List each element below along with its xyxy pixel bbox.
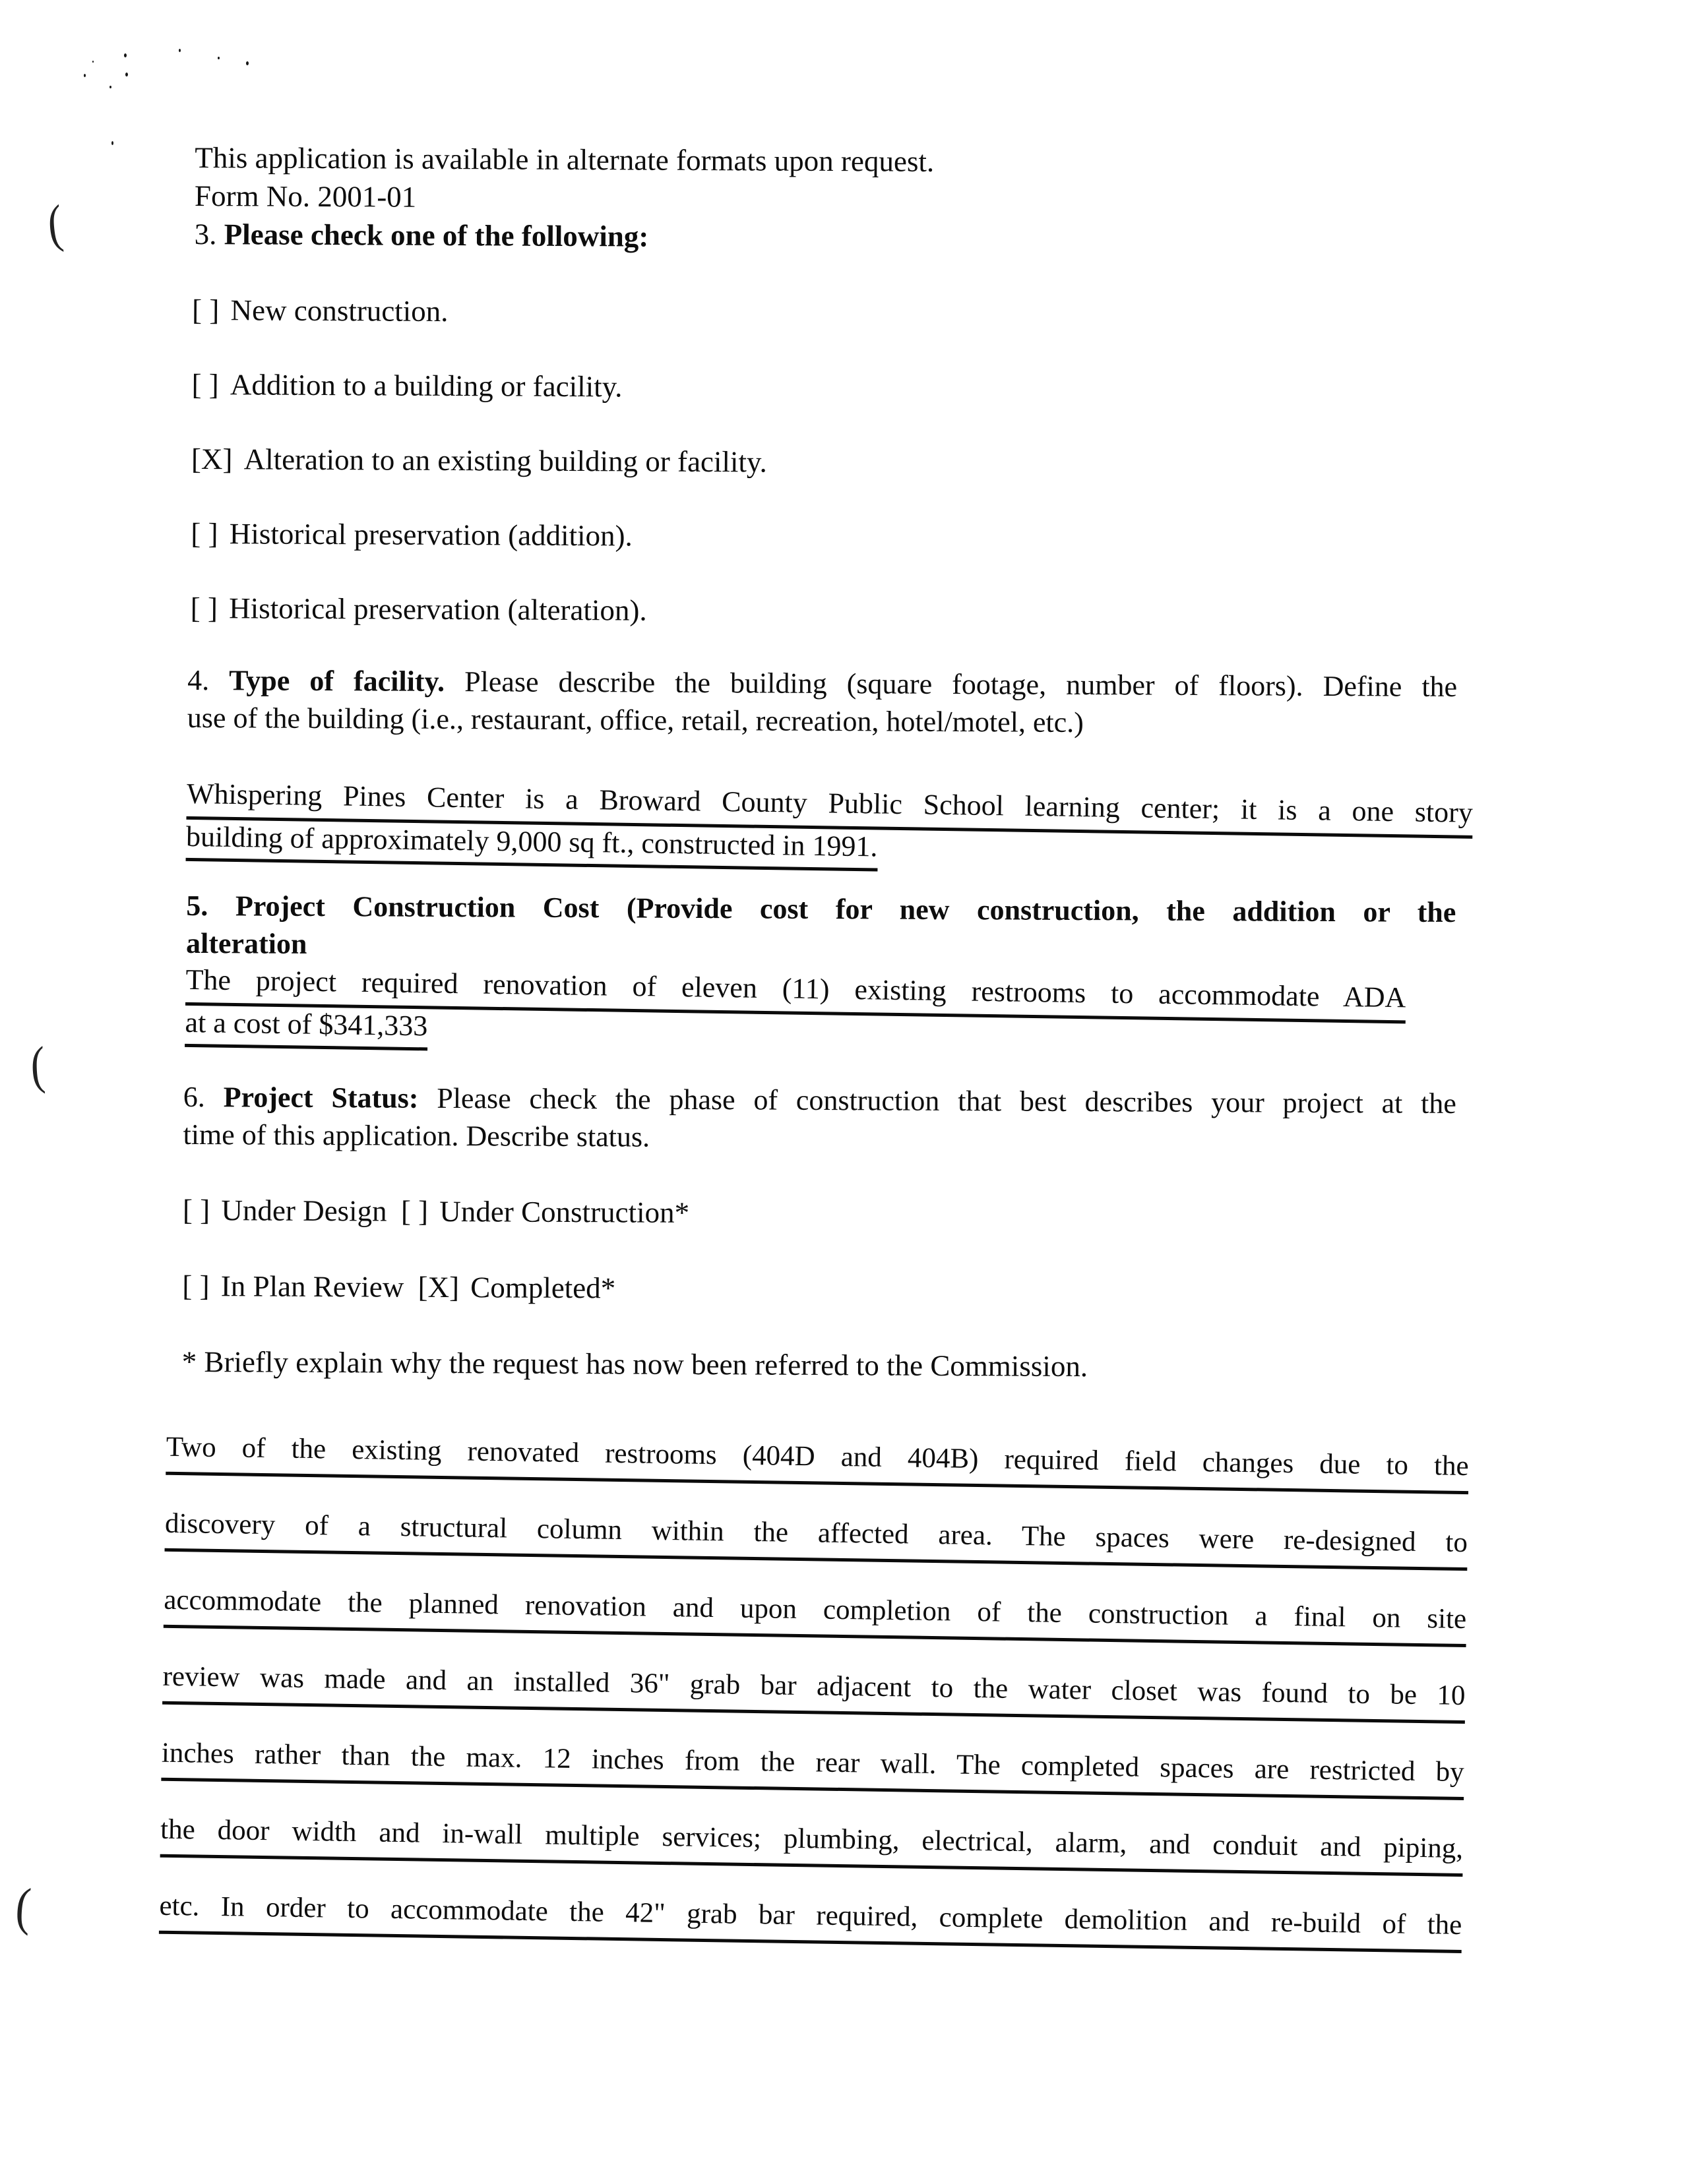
section6-heading-line2: time of this application. Describe status.	[183, 1118, 650, 1153]
explanation-line: discovery of a structural column within the affected area. The spaces were re-designed to	[164, 1507, 1468, 1571]
section4-answer	[186, 778, 1474, 880]
section4-title: Type of facility.	[229, 664, 445, 698]
section6-title: Project Status:	[223, 1081, 419, 1114]
checkbox-unchecked: [ ]	[182, 1193, 210, 1227]
section3-heading	[195, 215, 1487, 260]
section5-heading-line2	[186, 925, 1456, 969]
section5-number: 5.	[186, 889, 208, 923]
checkbox-unchecked: [ ]	[190, 591, 218, 625]
commission-footnote: * Briefly explain why the request has now been referred to the Commission.	[181, 1345, 1088, 1383]
section6-heading-line1	[183, 1078, 1456, 1122]
section6-explanation	[158, 1431, 1469, 1986]
option-label: Historical preservation (addition).	[229, 517, 633, 553]
section4-heading-line2: use of the building (i.e., restaurant, office, retail, recreation, hotel/motel, etc.)	[187, 701, 1084, 739]
option-label: New construction.	[230, 293, 449, 328]
project-status-row-2	[182, 1269, 615, 1304]
section5-heading-line1	[186, 887, 1456, 931]
checkbox-unchecked: [ ]	[400, 1194, 429, 1228]
status-label: In Plan Review	[220, 1269, 404, 1304]
section5-heading	[186, 887, 1456, 969]
project-status-row-1	[183, 1194, 689, 1229]
form-number: Form No. 2001-01	[194, 179, 417, 214]
section5-answer	[185, 964, 1406, 1065]
section4-number: 4.	[187, 663, 210, 697]
section6-heading	[183, 1078, 1456, 1160]
scan-artifact-paren-1: (	[45, 195, 65, 254]
checkbox-unchecked: [ ]	[191, 516, 218, 551]
option-addition	[191, 368, 767, 404]
option-historical-addition	[191, 517, 766, 553]
option-label: Historical preservation (alteration).	[229, 592, 647, 627]
section4-heading-line1	[187, 661, 1457, 706]
explanation-line: etc. In order to accommodate the 42" grab bar required, complete demolition and re-build of the	[159, 1890, 1462, 1953]
checkbox-checked: [X]	[418, 1270, 460, 1304]
explanation-line: Two of the existing renovated restrooms (404D and 404B) required field changes due to the	[166, 1431, 1469, 1494]
explanation-line: inches rather than the max. 12 inches from the rear wall. The completed spaces are restricted by	[161, 1737, 1464, 1800]
scan-artifact-paren-3: (	[13, 1877, 33, 1937]
option-historical-alteration	[191, 592, 766, 628]
checkbox-checked: [X]	[191, 442, 233, 476]
option-label: Alteration to an existing building or facility.	[243, 442, 767, 479]
status-label: Completed*	[470, 1271, 616, 1305]
section5-title: Project Construction Cost (Provide cost for new construction, the addition or the	[235, 890, 1456, 929]
option-new-construction	[192, 293, 768, 330]
section3-title: Please check one of the following:	[224, 218, 649, 253]
section4-prompt: Please describe the building (square footage, number of floors). Define the	[464, 665, 1458, 704]
explanation-line: review was made and an installed 36" grab bar adjacent to the water closet was found to be 10	[162, 1660, 1466, 1724]
section3-options	[190, 293, 768, 669]
section6-number: 6.	[183, 1080, 205, 1114]
section4-heading	[187, 661, 1458, 743]
section5-answer-line1: The project required renovation of eleven (11) existing restrooms to accommodate ADA	[185, 964, 1406, 1023]
section4-answer-line2: building of approximately 9,000 sq ft., constructed in 1991.	[186, 821, 878, 872]
status-label: Under Construction*	[439, 1194, 690, 1229]
section3-number: 3.	[194, 217, 217, 251]
option-label: Addition to a building or facility.	[230, 368, 623, 404]
option-alteration	[191, 442, 767, 479]
checkbox-unchecked: [ ]	[191, 293, 220, 327]
document-header	[195, 138, 1488, 260]
status-label: Under Design	[221, 1194, 387, 1228]
section5-answer-line2: at a cost of $341,333	[185, 1007, 428, 1050]
section6-prompt: Please check the phase of construction that best describes your project at the	[437, 1081, 1456, 1120]
checkbox-unchecked: [ ]	[182, 1269, 210, 1303]
alternate-formats-note: This application is available in alternate formats upon request.	[195, 140, 935, 178]
explanation-line: the door width and in-wall multiple services; plumbing, electrical, alarm, and conduit and piping,	[160, 1813, 1464, 1877]
checkbox-unchecked: [ ]	[191, 367, 219, 402]
scan-artifact-paren-2: (	[29, 1036, 47, 1095]
section5-title-continued: alteration	[185, 926, 307, 960]
section4-answer-line1: Whispering Pines Center is a Broward County Public School learning center; it is a one story	[186, 778, 1473, 839]
explanation-line: accommodate the planned renovation and upon completion of the construction a final on site	[164, 1584, 1467, 1647]
